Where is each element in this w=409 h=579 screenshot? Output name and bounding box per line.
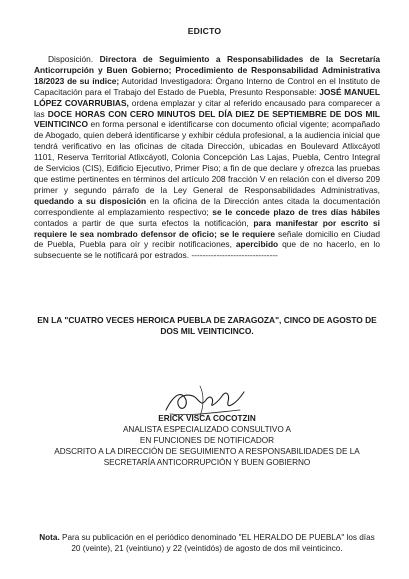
- signer-position: ANALISTA ESPECIALIZADO CONSULTIVO A: [122, 424, 292, 434]
- edict-body: [34, 54, 380, 261]
- body-text-segment: Disposición.: [48, 54, 100, 64]
- place-and-date: EN LA "CUATRO VECES HEROICA PUEBLA DE ZARAGOZA", CINCO DE AGOSTO DE DOS MIL VEINTICINCO.: [37, 315, 377, 336]
- body-bold-segment: quedando a su disposición: [34, 195, 147, 206]
- body-text-segment: Autoridad Investigadora: Órgano Interno de Control en el Instituto de Capacitación para el Trabajo del Estado de Puebla, Presunto Responsable:: [34, 75, 380, 97]
- body-text-segment: en la oficina de la Dirección antes citada la documentación correspondiente al emplazamiento respectivo;: [34, 195, 380, 217]
- signature-block: [34, 414, 380, 469]
- publication-note: [34, 532, 380, 554]
- body-text-segment: ordena emplazar y citar al referido encausado para comparecer a las: [34, 97, 380, 119]
- body-bold-segment: se le concede plazo de tres días hábiles: [212, 206, 380, 217]
- body-text-segment: contados a partir de que surta efectos la notificación,: [34, 217, 254, 228]
- signer-assignment: ADSCRITO A LA DIRECCIÓN DE SEGUIMIENTO A RESPONSABILIDADES DE LA: [54, 446, 360, 456]
- body-text-segment: en forma personal e identificarse con documento oficial vigente; acompañado de Abogado, quien deberá identificarse y exhibir cédula profesional, a la audiencia inicial que tendrá verificativo en las oficinas de citada Dirección, ubicadas en Boulevard Atlixcáyotl 1101, Reserva Territorial Atlixcáyotl, Colonia Concepción Las Lajas, Puebla, Centro Integral de Servicios (CIS), Edificio Ejecutivo, Primer Piso; a fin de que declare y ofrezca las pruebas que estime pertinentes en términos del artículo 208 fracción V en relación con el diverso 209 primer y segundo párrafo de la Ley General de Responsabilidades Administrativas,: [34, 119, 380, 195]
- signer-function: EN FUNCIONES DE NOTIFICADOR: [139, 435, 275, 445]
- signer-agency: SECRETARÍA ANTICORRUPCIÓN Y BUEN GOBIERNO: [103, 457, 311, 467]
- note-label: Nota.: [39, 533, 60, 542]
- respondent-name: JOSÉ MANUEL LÓPEZ COVARRUBIAS,: [34, 86, 380, 108]
- body-bold-segment: Directora de Seguimiento a Responsabilidades de la Secretaría Anticorrupción y Buen Gobierno; Procedimiento de Responsabilidad Administrativa 18/2023 de su índice;: [34, 54, 380, 86]
- signer-name: ERICK VISCA COCOTZIN: [158, 414, 256, 423]
- hearing-date: DOCE HORAS CON CERO MINUTOS DEL DÍA DIEZ DE SEPTIEMBRE DE DOS MIL VEINTICINCO: [34, 108, 380, 130]
- note-text: Para su publicación en el periódico denominado "EL HERALDO DE PUEBLA" los días 20 (veinte), 21 (veintiuno) y 22 (veintidós) de agosto de dos mil veinticinco.: [59, 533, 375, 553]
- body-bold-segment: apercibido: [235, 239, 279, 250]
- body-bold-segment: para manifestar por escrito si requiere le sea nombrado defensor de oficio; se le requiere: [34, 217, 381, 239]
- document-title: EDICTO: [187, 26, 222, 36]
- body-text-segment: que de no hacerlo, en lo subsecuente se le notificará por estrados. -------------------------------: [34, 239, 380, 261]
- body-text-segment: señale domicilio en Ciudad de Puebla, Puebla para oír y recibir notificaciones,: [34, 228, 380, 250]
